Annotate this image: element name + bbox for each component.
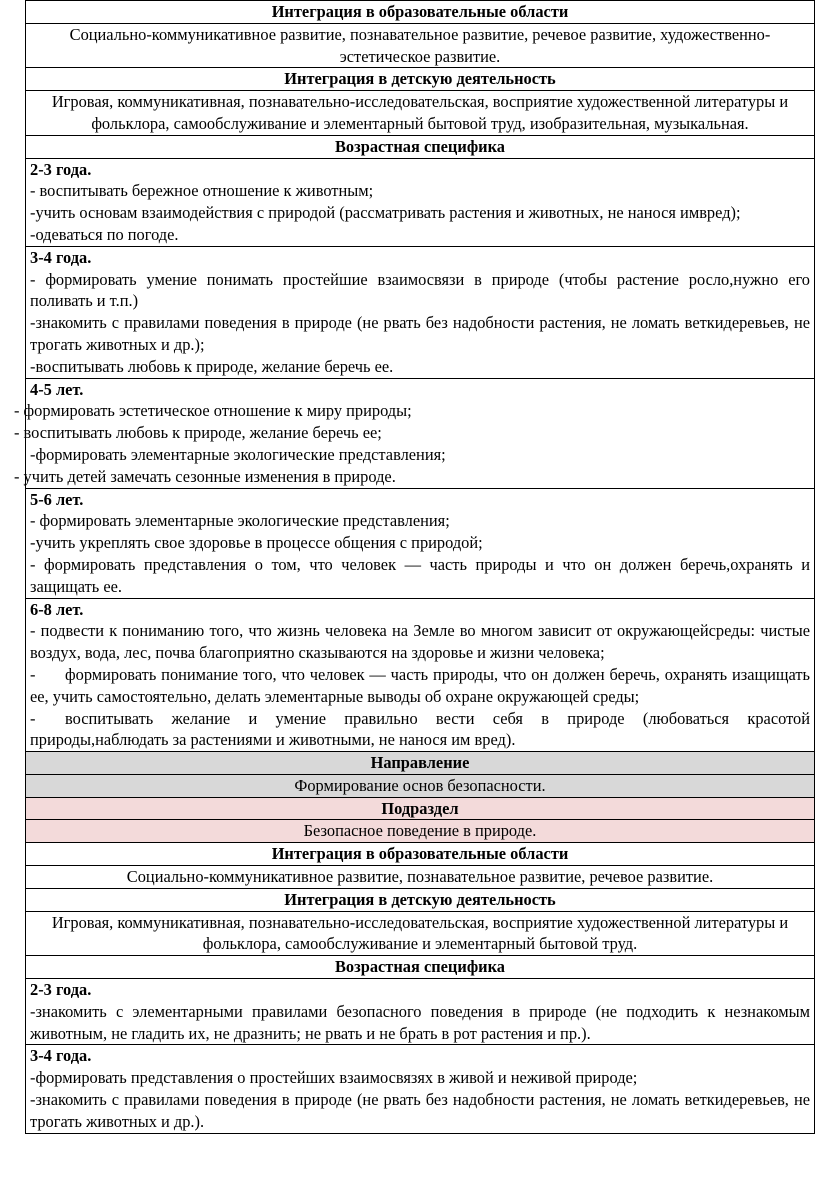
age-group-line: -учить укреплять свое здоровье в процессе общения с природой;: [30, 533, 483, 553]
age-group-2-3: [26, 158, 815, 246]
age-group-line: -учить основам взаимодействия с природой (рассматривать растения и животных, не нанося имвред);: [30, 203, 741, 223]
age-group-line-text: воспитывать желание и умение правильно вести себя в природе (любоваться красотой природы,наблюдать за растениями и животными, не нанося им вред).: [30, 708, 810, 750]
integration-activity-text-2: Игровая, коммуникативная, познавательно-исследовательская, восприятие художественной литературы и фольклора, самообслуживание и элементарный бытовой труд.: [26, 911, 815, 956]
age-group-line: -знакомить с правилами поведения в природе (не рвать без надобности растения, не ломать веткидеревьев, не трогать животных и др.);: [30, 313, 810, 354]
age-group-line: - формировать понимание того, что человек — часть природы, что он должен беречь, охранять изащищать ее, учить самостоятельно, делать элементарные выводы об охране окружающей среды;: [30, 664, 810, 706]
age-group-line: - воспитывать любовь к природе, желание беречь ее;: [14, 423, 382, 443]
direction-heading: Направление: [26, 752, 815, 775]
age-group-5-6: [26, 488, 815, 598]
integration-areas-text-2: Социально-коммуникативное развитие, познавательное развитие, речевое развитие.: [26, 866, 815, 889]
integration-activity-heading-2: Интеграция в детскую деятельность: [26, 888, 815, 911]
age-group-title: 3-4 года.: [30, 1046, 92, 1066]
age-group-line: -формировать элементарные экологические представления;: [30, 444, 446, 464]
age-group-line: - формировать эстетическое отношение к миру природы;: [14, 401, 412, 421]
direction-value: Формирование основ безопасности.: [26, 774, 815, 797]
age-group-title: 5-6 лет.: [30, 489, 84, 509]
age-group-3-4-safety: [26, 1045, 815, 1133]
age-group-6-8: [26, 598, 815, 752]
age-group-line: -одеваться по погоде.: [30, 224, 179, 244]
integration-areas-text: Социально-коммуникативное развитие, познавательное развитие, речевое развитие, художественно-эстетическое развитие.: [26, 23, 815, 68]
age-group-line: - воспитывать желание и умение правильно вести себя в природе (любоваться красотой природы,наблюдать за растениями и животными, не нанося им вред).: [30, 708, 810, 750]
integration-activity-text: Игровая, коммуникативная, познавательно-исследовательская, восприятие художественной литературы и фольклора, самообслуживание и элементарный бытовой труд, изобразительная, музыкальная.: [26, 91, 815, 136]
age-group-line: -формировать представления о простейших взаимосвязях в живой и неживой природе;: [30, 1068, 638, 1088]
age-group-line: - учить детей замечать сезонные изменения в природе.: [14, 466, 396, 486]
age-group-line-text: формировать понимание того, что человек — часть природы, что он должен беречь, охранять изащищать ее, учить самостоятельно, делать элементарные выводы об охране окружающей среды;: [30, 664, 810, 706]
age-group-2-3-safety: [26, 979, 815, 1045]
integration-areas-heading: Интеграция в образовательные области: [26, 1, 815, 24]
age-group-title: 2-3 года.: [30, 980, 92, 1000]
age-specifics-heading-2: Возрастная специфика: [26, 956, 815, 979]
age-group-title: 6-8 лет.: [30, 599, 84, 619]
age-group-line: - воспитывать бережное отношение к животным;: [30, 181, 374, 201]
age-group-title: 3-4 года.: [30, 247, 92, 267]
age-group-4-5: [14, 378, 815, 488]
age-specifics-heading: Возрастная специфика: [26, 135, 815, 158]
integration-activity-heading: Интеграция в детскую деятельность: [26, 68, 815, 91]
age-group-3-4: [26, 246, 815, 378]
integration-areas-heading-2: Интеграция в образовательные области: [26, 843, 815, 866]
age-group-line: - формировать представления о том, что человек — часть природы и что он должен беречь,охранять и защищать ее.: [30, 554, 810, 596]
age-group-title: 4-5 лет.: [30, 379, 84, 399]
age-group-line: - подвести к пониманию того, что жизнь человека на Земле во многом зависит от окружающейсреды: чистые воздух, вода, лес, почва благоприятно сказываются на здоровье и жизни человека;: [30, 621, 810, 663]
subsection-value: Безопасное поведение в природе.: [26, 820, 815, 843]
age-group-line: -воспитывать любовь к природе, желание беречь ее.: [30, 356, 394, 376]
program-table: [14, 0, 815, 1134]
age-group-line: -знакомить с элементарными правилами безопасного поведения в природе (не подходить к незнакомым животным, не гладить их, не дразнить; не рвать и не брать в рот растения и пр.).: [30, 1001, 810, 1043]
age-group-line: - формировать элементарные экологические представления;: [30, 511, 450, 531]
subsection-heading: Подраздел: [26, 797, 815, 820]
age-group-title: 2-3 года.: [30, 159, 92, 179]
age-group-line: -знакомить с правилами поведения в природе (не рвать без надобности растения, не ломать веткидеревьев, не трогать животных и др.).: [30, 1090, 810, 1131]
age-group-line: - формировать умение понимать простейшие взаимосвязи в природе (чтобы растение росло,нужно его поливать и т.п.): [30, 269, 810, 311]
